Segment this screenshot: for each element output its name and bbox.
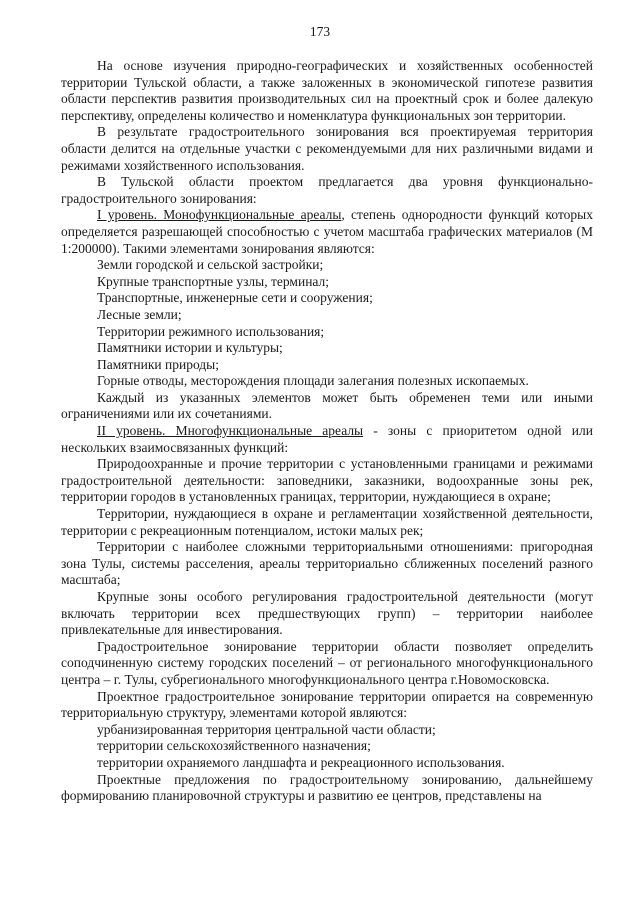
paragraph-level-1 — [61, 207, 593, 257]
list-item: Памятники природы; — [97, 356, 220, 372]
list-item: урбанизированная территория центральной части области; — [97, 721, 436, 737]
level-1-heading: I уровень. Монофункциональные ареалы — [97, 207, 342, 223]
list-item: Земли городской и сельской застройки; — [97, 257, 324, 273]
paragraph-intro: На основе изучения природно-географических и хозяйственных особенностей территории Тульской области, а также заложенных в экономической гипотезе развития области перспектив развития производительных сил на проектный срок и более далекую перспективу, определены количество и номенклатура функциональных зон территории. — [61, 58, 593, 123]
list-item: Крупные транспортные узлы, терминал; — [97, 273, 330, 289]
paragraph-territories-protection: Территории, нуждающиеся в охране и регламентации хозяйственной деятельности, территории с рекреационным потенциалом, истоки малых рек; — [61, 506, 593, 538]
paragraph-two-levels: В Тульской области проектом предлагается два уровня функционально-градостроительного зонирования: — [61, 174, 593, 206]
list-item: Транспортные, инженерные сети и сооружения; — [97, 290, 373, 306]
list-item: Территории режимного использования; — [97, 323, 325, 339]
level-2-heading: II уровень. Многофункциональные ареалы — [97, 423, 364, 439]
paragraph-zoning-result: В результате градостроительного зонирования вся проектируемая территория области делится на отдельные участки с рекомендуемыми для них различными видами и режимами хозяйственного использования. — [61, 124, 593, 173]
list-item: территории охраняемого ландшафта и рекреационного использования. — [97, 754, 505, 770]
list-item: территории сельскохозяйственного назначения; — [97, 738, 371, 754]
list-item: Лесные земли; — [97, 306, 182, 322]
paragraph-project-proposals: Проектные предложения по градостроительному зонированию, дальнейшему формированию планировочной структуры и развитию ее центров, представлены на — [61, 771, 593, 804]
paragraph-complex-relations: Территории с наиболее сложными территориальными отношениями: пригородная зона Тулы, системы расселения, ареалы территориально сближенных поселений разного масштаба; — [61, 539, 593, 588]
paragraph-nature-protection: Природоохранные и прочие территории с установленными границами и режимами градостроительной деятельности: заповедники, заказники, водоохранные зоны рек, территории городов в установленных границах, территории, нуждающиеся в охране; — [61, 456, 593, 505]
paragraph-settlement-system: Градостроительное зонирование территории области позволяет определить соподчиненную систему городских поселений – от регионального многофункционального центра – г. Тулы, субрегионального многофункционального центра г.Новомосковска. — [61, 638, 593, 687]
page-number: 173 — [309, 24, 331, 39]
list-item: Памятники истории и культуры; — [97, 340, 283, 356]
paragraph-project-zoning: Проектное градостроительное зонирование территории опирается на современную территориальную структуру, элементами которой являются: — [61, 688, 593, 721]
level-2-text: - зоны с приоритетом одной или нескольких взаимосвязанных функций: — [61, 423, 593, 455]
paragraph-large-zones: Крупные зоны особого регулирования градостроительной деятельности (могут включать территории всех предшествующих групп) – территории наиболее привлекательные для инвестирования. — [61, 589, 593, 638]
paragraph-each-element: Каждый из указанных элементов может быть обременен теми или иными ограничениями или их сочетаниями. — [61, 389, 593, 422]
list-item: Горные отводы, месторождения площади залегания полезных ископаемых. — [97, 373, 529, 389]
document-body — [61, 58, 593, 805]
level-1-text: , степень однородности функций которых определяется разрешающей способностью с учетом масштаба графических материалов (М 1:200000). Такими элементами зонирования являются: — [61, 207, 593, 256]
paragraph-level-2 — [61, 423, 593, 456]
